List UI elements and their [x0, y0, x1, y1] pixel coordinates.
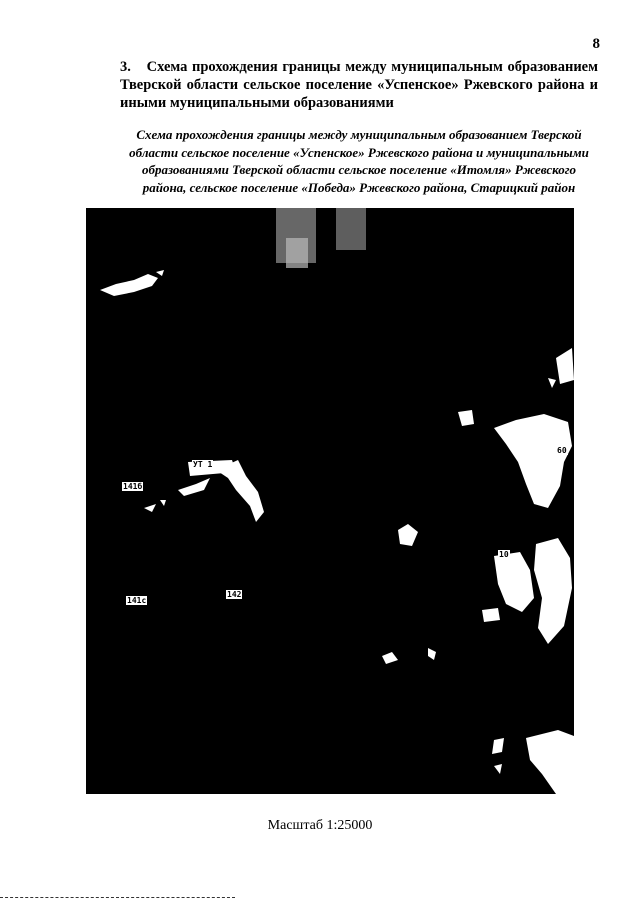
settlement-right-bottom [526, 730, 574, 794]
map-label-141b: 141б [123, 482, 143, 491]
top-noise-patches [276, 208, 366, 268]
map-drawing [86, 208, 574, 794]
map-label-10: 10 [499, 550, 509, 559]
map-scale: Масштаб 1:25000 [267, 818, 373, 833]
map-label-142: 142 [227, 590, 242, 599]
map-label-60: 60 [557, 446, 567, 455]
section-number: 3. [120, 59, 131, 75]
map-label-ut: УТ 1 [193, 460, 213, 469]
section-title: Схема прохождения границы между муниципальным образованием Тверской области сельское поселение «Успенское» Ржевского района и иными муниципальными образованиями [120, 59, 598, 111]
footer-separator [0, 897, 235, 899]
map-caption: Схема прохождения границы между муниципальным образованием Тверской области сельское поселение «Успенское» Ржевского района и муниципальными образованиями Тверской области сельское поселение «Итомля» Ржевского района, сельское поселение «Победа» Ржевского района, Старицкий район [129, 127, 589, 195]
lake-upper-left [100, 274, 158, 296]
page-number: 8 [592, 36, 600, 52]
pond-middle [398, 524, 418, 546]
map-image [86, 208, 574, 794]
settlement-right-upper [494, 414, 572, 508]
settlement-right-middle [494, 552, 534, 612]
section-heading [120, 58, 598, 112]
map-label-141c: 141с [127, 596, 147, 605]
